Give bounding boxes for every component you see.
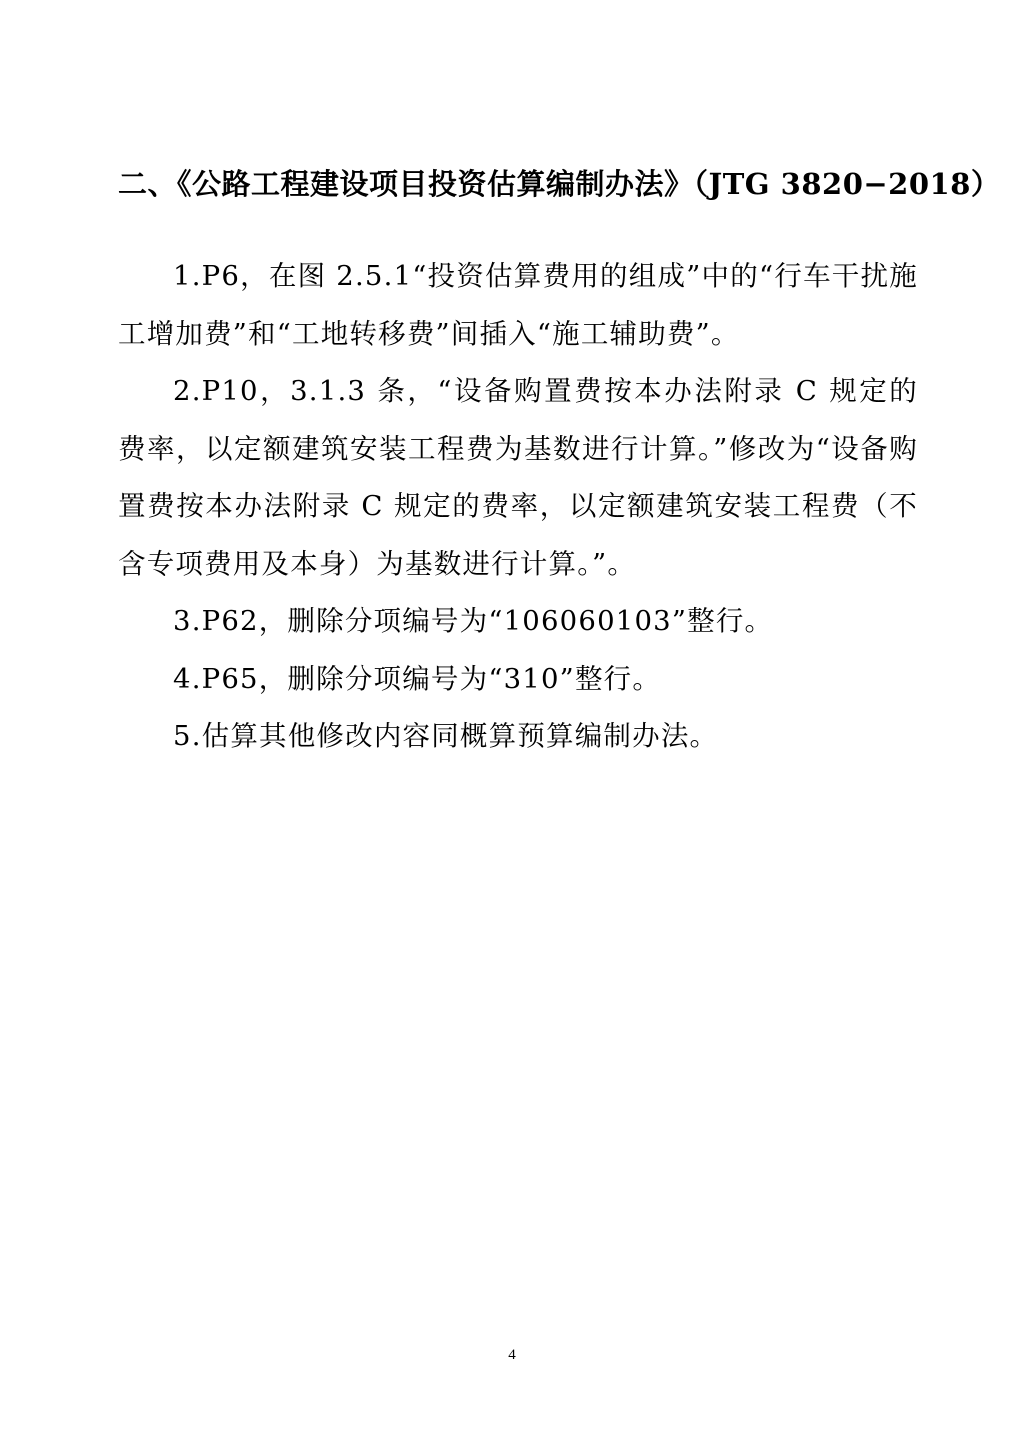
- paragraph-item-5: 5.估算其他修改内容同概算预算编制办法。: [173, 720, 719, 752]
- paragraph-item-1: 1.P6，在图 2.5.1“投资估算费用的组成”中的“行车干扰施工增加费”和“工地转移费”间插入“施工辅助费”。: [118, 260, 918, 350]
- paragraph-item-3: 3.P62，删除分项编号为“106060103”整行。: [173, 605, 774, 637]
- section-heading: 二、《公路工程建设项目投资估算编制办法》（JTG 3820−2018）: [118, 167, 1001, 201]
- paragraph-item-2: 2.P10，3.1.3 条，“设备购置费按本办法附录 C 规定的费率，以定额建筑安装工程费为基数进行计算。”修改为“设备购置费按本办法附录 C 规定的费率，以定额建筑安装工程费（不含专项费用及本身）为基数进行计算。”。: [118, 375, 918, 580]
- page-number: 4: [508, 1347, 516, 1363]
- paragraph-item-4: 4.P65，删除分项编号为“310”整行。: [173, 662, 662, 695]
- document-body: [118, 248, 918, 766]
